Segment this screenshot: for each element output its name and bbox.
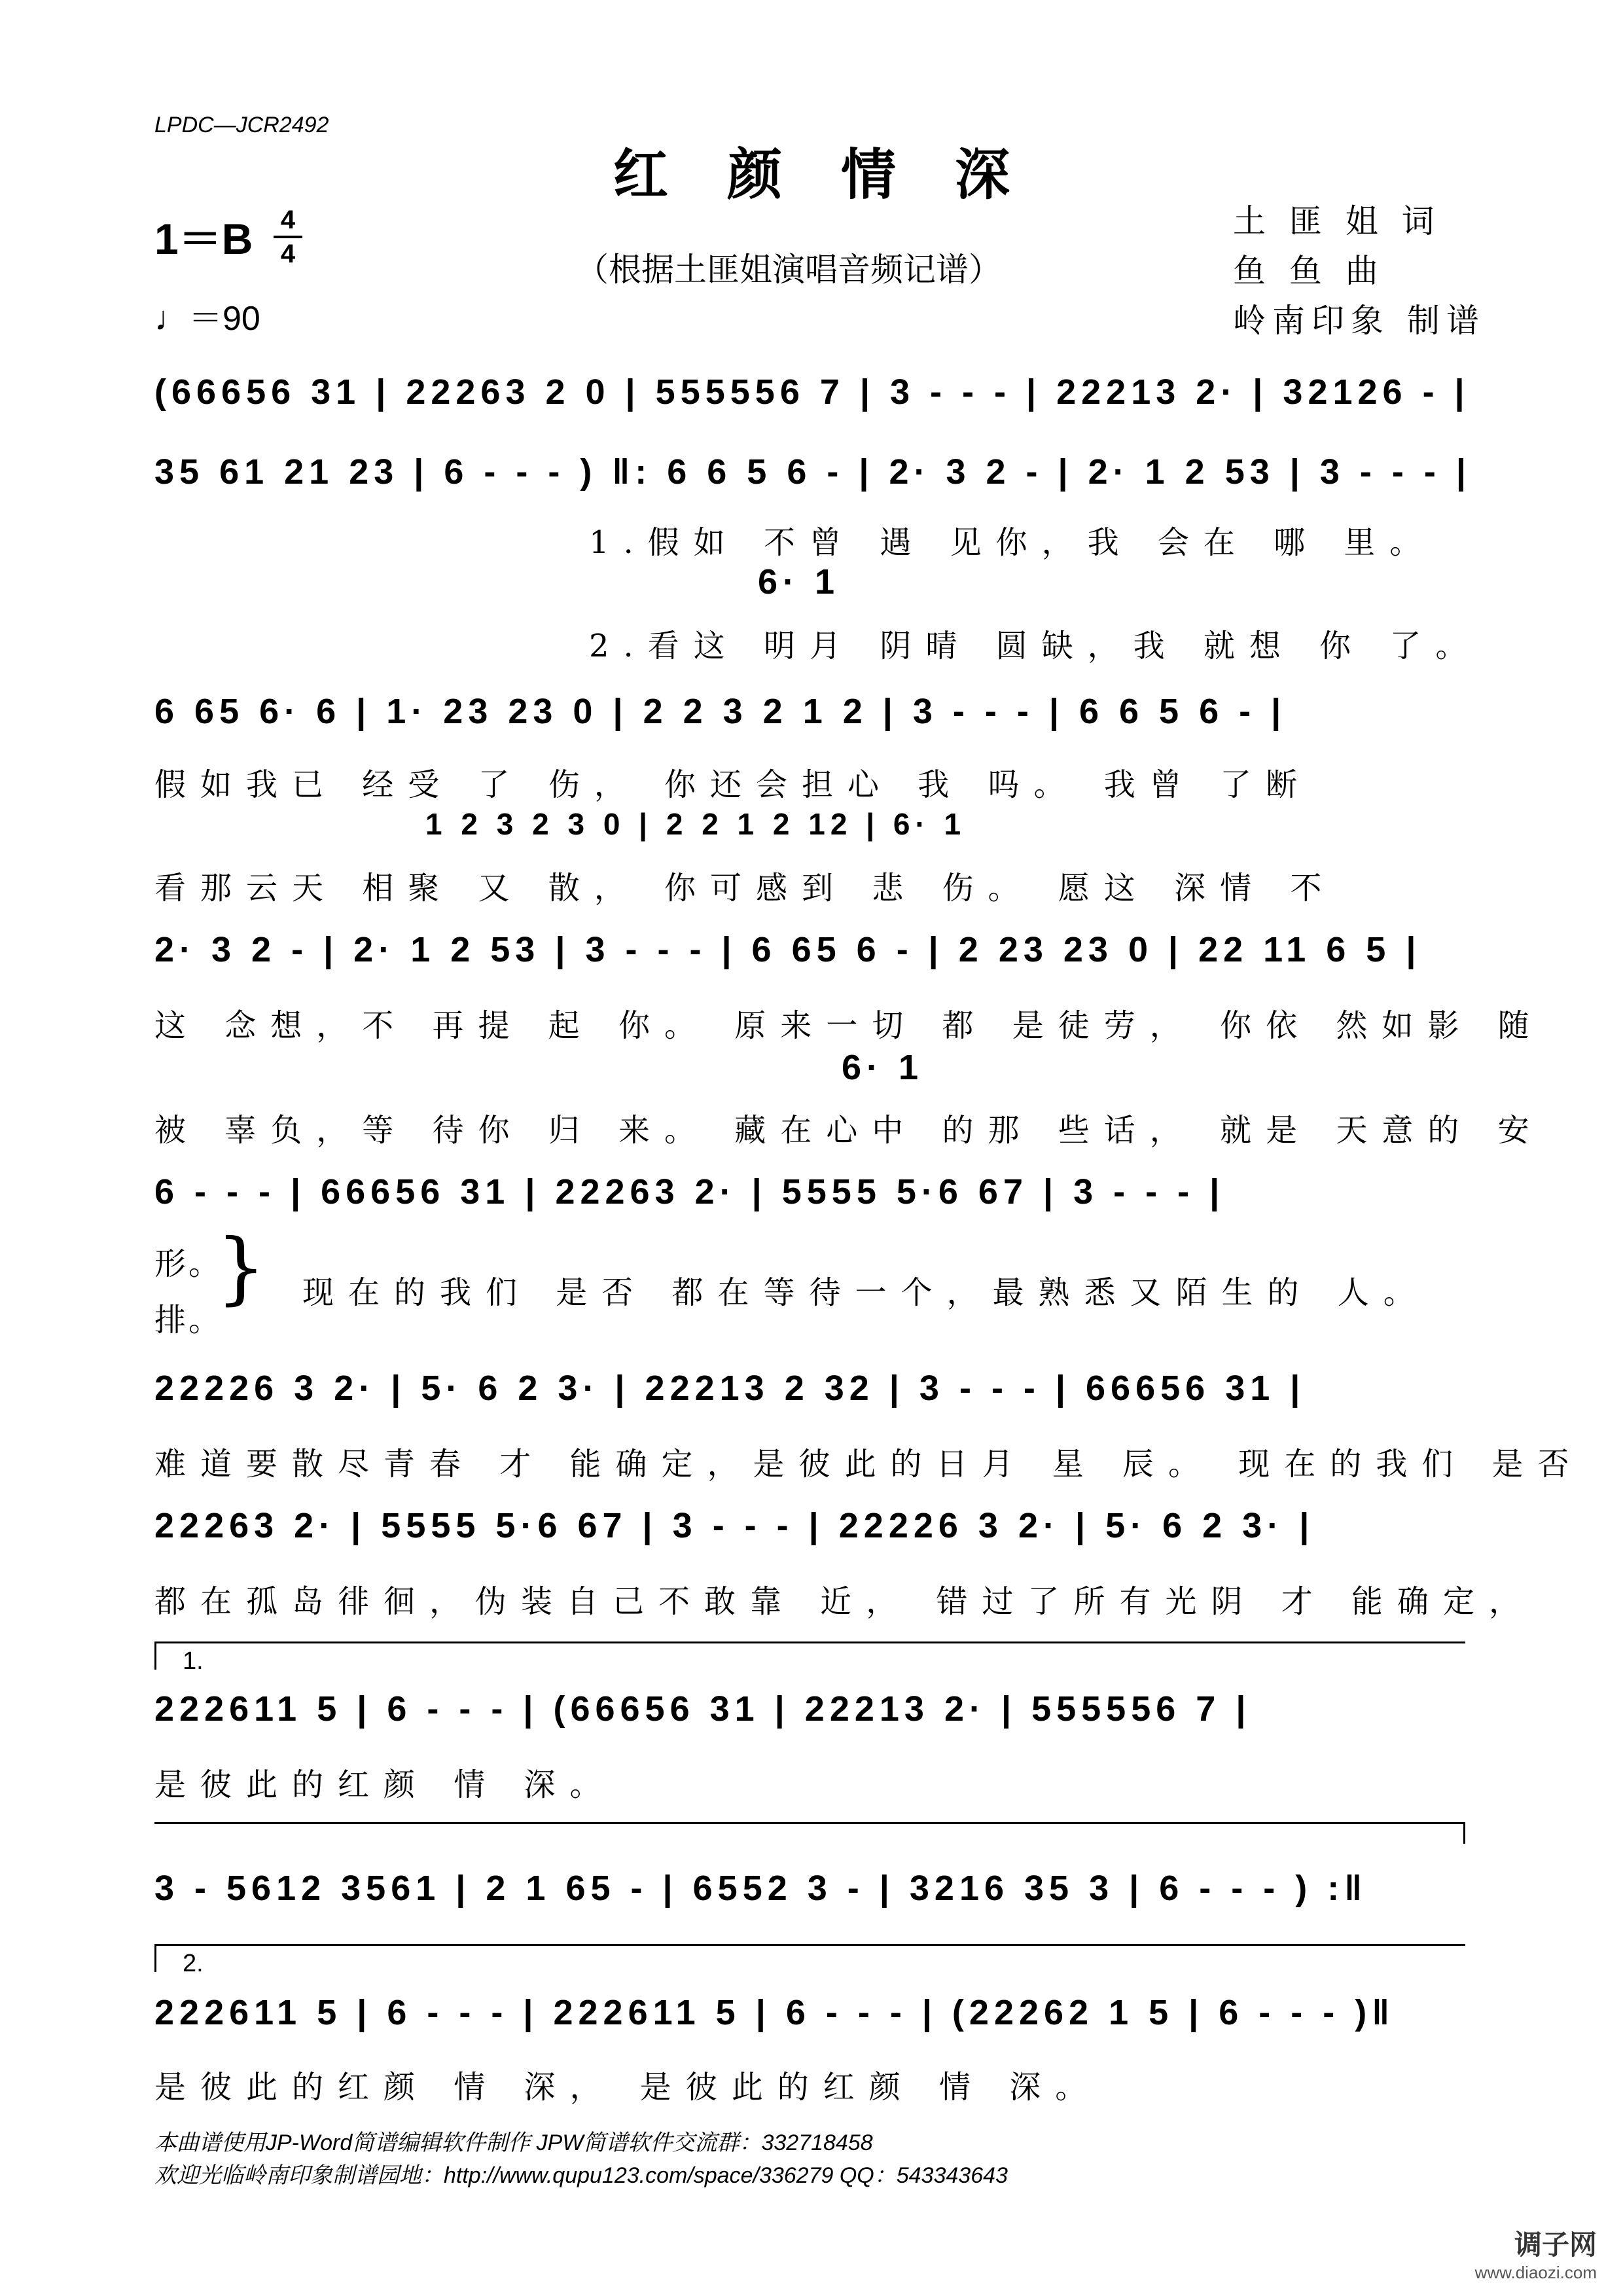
- music-line-1: (66656 31 | 22263 2 0 | 555556 7 | 3 - - - | 22213 2· | 32126 - |: [154, 372, 1470, 412]
- key-signature: 1＝B: [154, 215, 253, 263]
- lyric-end-verse2: 排。: [154, 1302, 223, 1338]
- lyric-line7: 都在孤岛徘徊，伪装自己不敢靠 近， 错过了所有光阴 才 能确定，: [154, 1583, 1535, 1620]
- lyric-bridge-line5: 现在的我们 是否 都在等待一个，最熟悉又陌生的 人。: [302, 1274, 1429, 1311]
- music-line-10: 222611 5 | 6 - - - | 222611 5 | 6 - - - | (22262 1 5 | 6 - - - )‖: [154, 1993, 1395, 2032]
- volta-1-end: [154, 1822, 1465, 1844]
- volta-1-bracket: [154, 1641, 1465, 1675]
- lyric-line10: 是彼此的红颜 情 深， 是彼此的红颜 情 深。: [154, 2069, 1101, 2106]
- time-signature: [274, 206, 302, 268]
- alt-notes-line4: 6· 1: [842, 1048, 924, 1087]
- credits: [1233, 196, 1486, 346]
- lyric-end-verse1: 形。: [154, 1246, 223, 1282]
- logo-name: 调子网: [1514, 2229, 1597, 2261]
- footer-software: 本曲谱使用JP-Word简谱编辑软件制作 JPW简谱软件交流群：332718458: [154, 2130, 873, 2155]
- lyric-verse2-line3: 看那云天 相聚 又 散， 你可感到 悲 伤。 愿这 深情 不: [154, 870, 1336, 906]
- lyric-verse2-line2: 2.看这 明月 阴晴 圆缺，我 就想 你 了。: [589, 628, 1482, 664]
- subtitle: （根据土匪姐演唱音频记谱）: [576, 251, 1001, 289]
- watermark-logo: [1475, 2223, 1597, 2283]
- page-title: 红颜情深: [613, 142, 1069, 207]
- music-line-3: 6 65 6· 6 | 1· 23 23 0 | 2 2 3 2 1 2 | 3 - - - | 6 6 5 6 - |: [154, 692, 1287, 731]
- music-line-4: 2· 3 2 - | 2· 1 2 53 | 3 - - - | 6 65 6 - | 2 23 23 0 | 22 11 6 5 |: [154, 930, 1421, 969]
- credit-lyricist: 土 匪 姐 词: [1233, 202, 1441, 240]
- alt-notes-line2: 6· 1: [758, 562, 840, 601]
- music-line-6: 22226 3 2· | 5· 6 2 3· | 22213 2 32 | 3 - - - | 66656 31 |: [154, 1369, 1306, 1408]
- lyric-verse1-line3: 假如我已 经受 了 伤， 你还会担心 我 吗。 我曾 了断: [154, 766, 1312, 803]
- volta-2-bracket: [154, 1944, 1465, 1977]
- music-line-9: 3 - 5612 3561 | 2 1 65 - | 6552 3 - | 3216 35 3 | 6 - - - ) :‖: [154, 1869, 1368, 1908]
- verse-brace: }: [216, 1223, 266, 1314]
- credit-composer: 鱼 鱼 曲: [1233, 252, 1385, 290]
- time-signature-top: 4: [280, 206, 296, 234]
- volta-1-label: 1.: [183, 1647, 204, 1675]
- lyric-line6: 难道要散尽青春 才 能确定，是彼此的日月 星 辰。 现在的我们 是否: [154, 1446, 1584, 1482]
- music-line-2: 35 61 21 23 | 6 - - - ) ‖: 6 6 5 6 - | 2· 3 2 - | 2· 1 2 53 | 3 - - - |: [154, 452, 1471, 492]
- alt-notes-line3: 1 2 3 2 3 0 | 2 2 1 2 12 | 6· 1: [425, 807, 967, 841]
- lyric-verse1-line2: 1.假如 不曾 遇 见你，我 会在 哪 里。: [589, 524, 1436, 561]
- lyric-line8: 是彼此的红颜 情 深。: [154, 1767, 616, 1803]
- logo-url: www.diaozi.com: [1474, 2263, 1597, 2282]
- credit-arranger: 岭南印象 制谱: [1233, 302, 1486, 340]
- time-signature-bar: [274, 236, 302, 238]
- score-code: LPDC—JCR2492: [154, 113, 329, 137]
- music-line-7: 22263 2· | 5555 5·6 67 | 3 - - - | 22226 3 2· | 5· 6 2 3· |: [154, 1506, 1315, 1545]
- time-signature-bottom: 4: [280, 240, 296, 268]
- music-line-5: 6 - - - | 66656 31 | 22263 2· | 5555 5·6 67 | 3 - - - |: [154, 1172, 1225, 1211]
- volta-2-label: 2.: [183, 1950, 204, 1977]
- tempo-marking: ♩＝90: [154, 300, 260, 338]
- lyric-verse2-line4: 被 辜负，等 待你 归 来。 藏在心中 的那 些话， 就是 天意的 安: [154, 1112, 1544, 1149]
- music-line-8: 222611 5 | 6 - - - | (66656 31 | 22213 2· | 555556 7 |: [154, 1689, 1251, 1729]
- footer-website: 欢迎光临岭南印象制谱园地：http://www.qupu123.com/space/336279 QQ：543343643: [154, 2163, 1008, 2188]
- lyric-verse1-line4: 这 念想，不 再提 起 你。 原来一切 都 是徒劳， 你依 然如影 随: [154, 1007, 1544, 1044]
